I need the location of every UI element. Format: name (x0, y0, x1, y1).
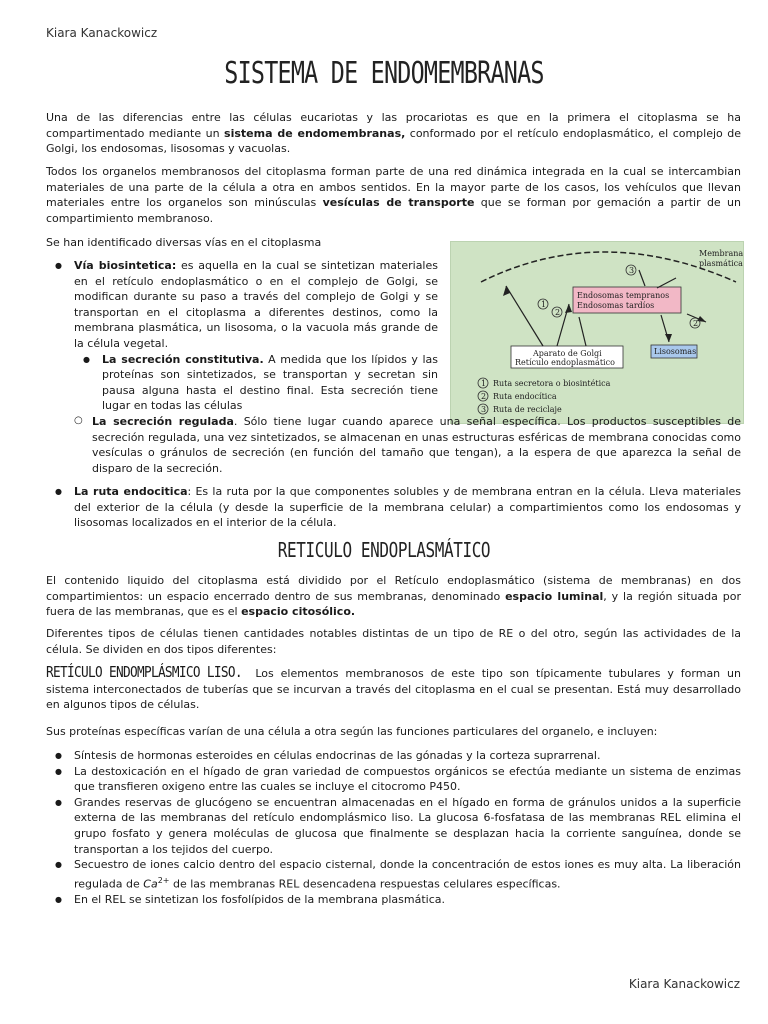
legend-num-2: 2 (481, 392, 487, 401)
marker-1: 1 (541, 300, 547, 309)
sub-bullet-glyph: ○ (74, 415, 83, 426)
re-paragraph-2: Diferentes tipos de células tienen cantidades notables distintas de un tipo de RE o del otro, según las actividades de la célula. Se dividen en dos tipos diferentes: (46, 627, 741, 656)
intro-paragraph-3: Se han identificado diversas vías en el citoplasma (46, 236, 322, 249)
secrecion-regulada-text: . Sólo tiene lugar cuando aparece una señal específica. Los productos susceptibles de secreción regulada, una vez sintetizados, se almacenan en unas estructuras esféricas de membrana conocidas como vesículas o gránulos de secreción (en función del tamaño que tengan), a la espera de que aparezca la señal de disparo de la secreción. (92, 415, 742, 475)
header-author: Kiara Kanackowicz (46, 26, 158, 40)
rel-item-1: ● Síntesis de hormonas esteroides en células endocrinas de las gónadas y la corteza suprarrenal. (46, 748, 741, 764)
secrecion-constitutiva-title: La secreción constitutiva. (102, 352, 264, 366)
ruta-endocitica-text: : Es la ruta por la que componentes solubles y de membrana entran en la célula. Lleva materiales del exterior de la célula (y desde la superficie de la membrana celular) a compartimientos como los endosomas y lisosomas localizados en el interior de la célula. (74, 485, 742, 530)
rel-item-2: ● La destoxicación en el hígado de gran variedad de compuestos orgánicos se efectúa mediante un sistema de enzimas que transfieren oxigeno entre las cuales se incluye el citocromo P450. (46, 764, 741, 795)
vias-list-2 (46, 484, 741, 531)
diagram-legend (478, 378, 611, 414)
arrow-recycle (639, 270, 645, 286)
rel-heading: RETÍCULO ENDOMPLÁSMICO LISO. (46, 663, 242, 681)
arrowhead-3 (665, 334, 672, 342)
secrecion-regulada-title: La secreción regulada (92, 415, 234, 428)
via-biosintetica-text: es aquella en la cual se sintetizan materiales en el retículo endoplasmático o en el complejo de Golgi, se modifican durante su paso a través del complejo de Golgi y se transportan en el citoplasma a diferentes destinos, como la membrana plasmática, un lisosoma, o la vacuola más grande de la célula vegetal. (74, 259, 438, 350)
secrecion-constitutiva-item (74, 352, 438, 414)
rel-functions-list (46, 748, 741, 908)
re-p1-bold-luminal: espacio luminal (505, 589, 604, 603)
legend-text-3: Ruta de reciclaje (493, 405, 562, 414)
lisosomas-label: Lisosomas (654, 347, 697, 356)
secrecion-regulada-item (74, 414, 741, 476)
rel-item-3: ● Grandes reservas de glucógeno se encuentran almacenadas en el hígado en forma de gránulos unidos a la superficie externa de las membranas del retículo endomplásmico liso. La glucosa 6-fosfatasa de las membranas REL elimina el grupo fosfato y genera moléculas de glucosa que finalmente se desplazan hacia la corriente sanguínea, donde se transportan a los tejidos del cuerpo. (46, 795, 741, 857)
rel-item-5: ● En el REL se sintetizan los fosfolípidos de la membrana plasmática. (46, 892, 741, 908)
via-biosintetica-sublist (74, 352, 438, 414)
marker-2: 2 (555, 308, 561, 317)
legend-num-3: 3 (481, 405, 487, 414)
diagram-svg (451, 242, 743, 423)
intro-p1-text-c: conformado por el retículo endoplasmático, el complejo de Golgi, los endosomas, lisosomas y vacuolas. (46, 126, 742, 156)
vias-list-1 (46, 258, 438, 414)
rel-paragraph (46, 665, 741, 713)
intro-paragraph-2 (46, 164, 741, 226)
via-biosintetica-item (46, 258, 438, 414)
legend-text-1: Ruta secretora o biosintética (493, 379, 611, 388)
rel-text: Los elementos membranosos de este tipo son típicamente tubulares y forman un sistema interconectados de tuberías que se incurvan a través del citoplasma en el cual se presentan. Está muy desarrollado en algunos tipos de células. (46, 667, 741, 712)
marker-3: 3 (629, 266, 635, 275)
endomembrane-diagram (450, 241, 744, 424)
legend-num-1: 1 (481, 379, 487, 388)
legend-text-2: Ruta endocítica (493, 392, 557, 401)
endosomas-tardios-label: Endosomas tardíos (577, 301, 655, 310)
arrowhead-2 (565, 304, 572, 313)
re-p1-text-c: , y la región situada por fuera de las membranas, que es el (46, 589, 741, 619)
rel-item-4-text-a: Secuestro de iones calcio dentro del espacio cisternal, donde la concentración de estos iones es muy alta. La liberación regulada de (74, 858, 741, 891)
page-title: SISTEMA DE ENDOMEMBRANAS (224, 56, 544, 91)
rel-item-4 (46, 857, 741, 892)
arrow-to-membrane-left (506, 286, 543, 346)
re-paragraph-3: Sus proteínas específicas varían de una célula a otra según las funciones particulares del organelo, e incluyen: (46, 725, 658, 738)
marker-2b: 2 (693, 319, 699, 328)
re-paragraph-1 (46, 573, 741, 620)
calcium-charge: 2+ (157, 875, 170, 885)
re-p1-bold-citosolico: espacio citosólico. (241, 605, 356, 619)
calcium-symbol: Ca (143, 877, 158, 891)
rel-item-4-text-b: de las membranas REL desencadena respuestas celulares específicas. (169, 877, 561, 891)
intro-p2-text-a: Todos los organelos membranosos del citoplasma forman parte de una red dinámica integrada en la cual se intercambian materiales de una parte de la célula a otra en ambos sentidos. En la mayor parte de los casos, los vehículos que llevan materiales entre los organelos son minúsculas (46, 165, 741, 210)
secrecion-constitutiva-text: A medida que los lípidos y las proteínas son sintetizados, se transportan y secretan sin pausa alguna hasta el destino final. Esta secreción tiene lugar en todas las células (102, 352, 438, 413)
arrow-golgi-endosome-2 (579, 317, 586, 346)
intro-p2-text-c: que se forman por gemación a partir de un compartimiento membranoso. (46, 196, 741, 225)
arrow-membrane-endosome (657, 278, 676, 288)
endosomas-tempranos-label: Endosomas tempranos (577, 291, 670, 300)
via-biosintetica-title: Vía biosintetica: (74, 259, 177, 272)
reticulo-label: Retículo endoplasmático (515, 358, 615, 367)
footer-author: Kiara Kanackowicz (628, 977, 740, 991)
golgi-label: Aparato de Golgi (533, 349, 602, 358)
ruta-endocitica-item (46, 484, 741, 531)
ruta-endocitica-title: La ruta endocitica (74, 485, 188, 498)
secrecion-regulada-block (74, 414, 741, 476)
plasma-membrane-arc (481, 252, 736, 282)
membrana-label: Membrana (699, 249, 743, 258)
intro-p2-bold: vesículas de transporte (322, 196, 475, 210)
intro-p1-bold: sistema de endomembranas, (224, 126, 406, 140)
intro-p1-text-a: Una de las diferencias entre las células eucariotas y las procariotas es que en la primera el citoplasma se ha compartimentado mediante un (46, 111, 741, 140)
re-section-heading: RETICULO ENDOPLASMÁTICO (277, 538, 491, 562)
plasmatica-label: plasmática (699, 259, 743, 268)
intro-paragraph-1 (46, 110, 741, 157)
re-p1-text-a: El contenido liquido del citoplasma está dividido por el Retículo endoplasmático (sistema de membranas) en dos compartimientos: un espacio encerrado dentro de sus membranas, denominado (46, 574, 741, 603)
